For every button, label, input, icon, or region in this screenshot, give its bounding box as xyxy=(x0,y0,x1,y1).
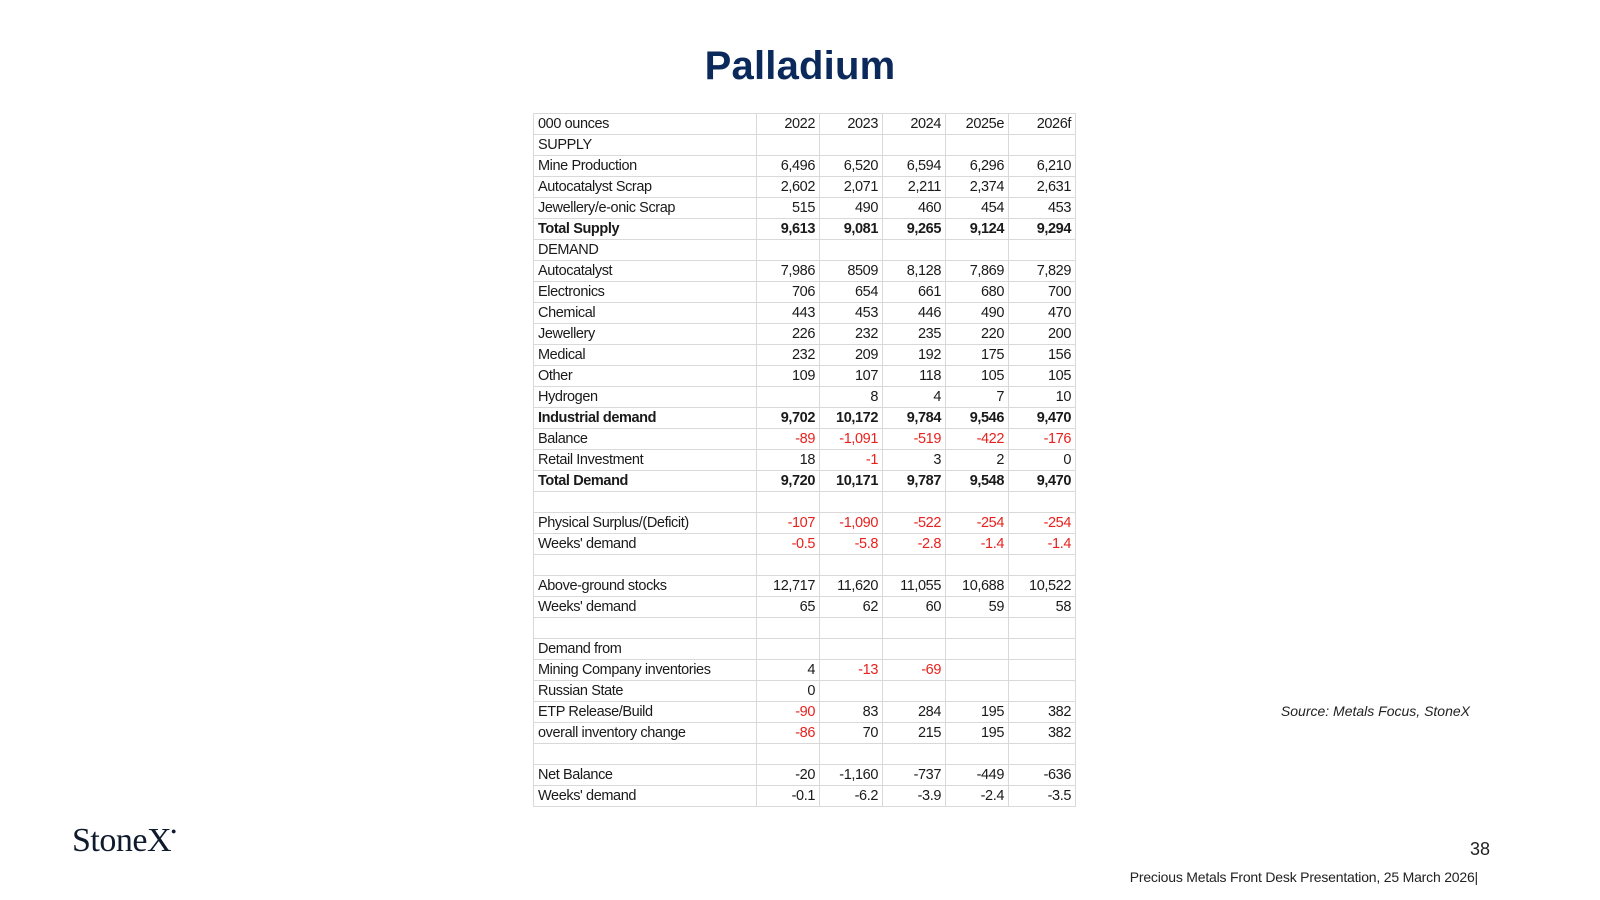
value-cell: -254 xyxy=(1009,513,1076,534)
row-label-cell: Autocatalyst xyxy=(534,261,757,282)
value-cell: 9,787 xyxy=(883,471,946,492)
value-cell xyxy=(946,240,1009,261)
table-row xyxy=(534,387,1076,408)
value-cell: -636 xyxy=(1009,765,1076,786)
row-label-cell: Jewellery xyxy=(534,324,757,345)
value-cell: 70 xyxy=(820,723,883,744)
value-cell: -69 xyxy=(883,660,946,681)
row-label-cell: Net Balance xyxy=(534,765,757,786)
value-cell: 232 xyxy=(757,345,820,366)
value-cell xyxy=(757,492,820,513)
table-row xyxy=(534,786,1076,807)
value-cell: 226 xyxy=(757,324,820,345)
table-row xyxy=(534,513,1076,534)
table-row xyxy=(534,198,1076,219)
table-row xyxy=(534,765,1076,786)
value-cell: 460 xyxy=(883,198,946,219)
value-cell xyxy=(820,618,883,639)
value-cell: 680 xyxy=(946,282,1009,303)
value-cell: 7 xyxy=(946,387,1009,408)
value-cell: 2 xyxy=(946,450,1009,471)
row-label-cell: Mine Production xyxy=(534,156,757,177)
table-row xyxy=(534,261,1076,282)
value-cell: 7,869 xyxy=(946,261,1009,282)
value-cell: 83 xyxy=(820,702,883,723)
value-cell: -89 xyxy=(757,429,820,450)
value-cell xyxy=(883,618,946,639)
value-cell: 209 xyxy=(820,345,883,366)
value-cell: 11,055 xyxy=(883,576,946,597)
logo-mark: ● xyxy=(171,826,176,836)
value-cell: 200 xyxy=(1009,324,1076,345)
value-cell: 109 xyxy=(757,366,820,387)
value-cell: 58 xyxy=(1009,597,1076,618)
value-cell xyxy=(946,660,1009,681)
value-cell: 9,470 xyxy=(1009,408,1076,429)
value-cell: 6,496 xyxy=(757,156,820,177)
value-cell: 4 xyxy=(883,387,946,408)
value-cell: 60 xyxy=(883,597,946,618)
value-cell: -1.4 xyxy=(946,534,1009,555)
value-cell: 443 xyxy=(757,303,820,324)
value-cell xyxy=(820,240,883,261)
value-cell xyxy=(757,135,820,156)
value-cell xyxy=(1009,618,1076,639)
value-cell: 6,296 xyxy=(946,156,1009,177)
value-cell: 700 xyxy=(1009,282,1076,303)
row-label-cell: Electronics xyxy=(534,282,757,303)
row-label-cell: Medical xyxy=(534,345,757,366)
table-row xyxy=(534,681,1076,702)
value-cell xyxy=(757,555,820,576)
table-row xyxy=(534,429,1076,450)
value-cell xyxy=(1009,492,1076,513)
value-cell xyxy=(883,555,946,576)
value-cell: 195 xyxy=(946,702,1009,723)
value-cell: 453 xyxy=(1009,198,1076,219)
value-cell: -2.4 xyxy=(946,786,1009,807)
table-row xyxy=(534,177,1076,198)
year-header-cell: 2025e xyxy=(946,114,1009,135)
table-row xyxy=(534,303,1076,324)
value-cell: 490 xyxy=(946,303,1009,324)
value-cell: -1.4 xyxy=(1009,534,1076,555)
value-cell: -254 xyxy=(946,513,1009,534)
row-label-cell: ETP Release/Build xyxy=(534,702,757,723)
value-cell: -5.8 xyxy=(820,534,883,555)
value-cell: -90 xyxy=(757,702,820,723)
table-row xyxy=(534,471,1076,492)
value-cell: -0.1 xyxy=(757,786,820,807)
row-label-cell xyxy=(534,492,757,513)
value-cell xyxy=(883,681,946,702)
value-cell xyxy=(820,681,883,702)
row-label-cell: Autocatalyst Scrap xyxy=(534,177,757,198)
year-header-cell: 2024 xyxy=(883,114,946,135)
value-cell: -522 xyxy=(883,513,946,534)
row-label-cell: Total Supply xyxy=(534,219,757,240)
value-cell: -1 xyxy=(820,450,883,471)
table-row xyxy=(534,534,1076,555)
value-cell xyxy=(946,744,1009,765)
value-cell: 59 xyxy=(946,597,1009,618)
value-cell xyxy=(820,555,883,576)
value-cell xyxy=(757,744,820,765)
value-cell: -20 xyxy=(757,765,820,786)
value-cell: 9,546 xyxy=(946,408,1009,429)
row-label-cell: DEMAND xyxy=(534,240,757,261)
value-cell: 7,986 xyxy=(757,261,820,282)
value-cell: 11,620 xyxy=(820,576,883,597)
value-cell: 156 xyxy=(1009,345,1076,366)
row-label-cell: Mining Company inventories xyxy=(534,660,757,681)
table-row xyxy=(534,597,1076,618)
value-cell: -176 xyxy=(1009,429,1076,450)
footer-text: Precious Metals Front Desk Presentation, 25 March 2026| xyxy=(1129,869,1478,885)
value-cell: 215 xyxy=(883,723,946,744)
row-label-cell: SUPPLY xyxy=(534,135,757,156)
value-cell: 453 xyxy=(820,303,883,324)
value-cell: 706 xyxy=(757,282,820,303)
value-cell xyxy=(883,744,946,765)
row-label-cell: Demand from xyxy=(534,639,757,660)
value-cell: 2,211 xyxy=(883,177,946,198)
table-row xyxy=(534,408,1076,429)
table-row xyxy=(534,366,1076,387)
value-cell: 10 xyxy=(1009,387,1076,408)
value-cell: 235 xyxy=(883,324,946,345)
table-row xyxy=(534,324,1076,345)
table-row xyxy=(534,639,1076,660)
page-number: 38 xyxy=(1469,839,1490,859)
row-label-cell xyxy=(534,618,757,639)
value-cell xyxy=(820,639,883,660)
table-row xyxy=(534,240,1076,261)
table-row xyxy=(534,660,1076,681)
table-row xyxy=(534,282,1076,303)
value-cell: 8,128 xyxy=(883,261,946,282)
stonex-logo xyxy=(72,822,176,860)
value-cell xyxy=(946,618,1009,639)
row-label-cell: Chemical xyxy=(534,303,757,324)
value-cell xyxy=(820,744,883,765)
table-row xyxy=(534,345,1076,366)
value-cell: 105 xyxy=(1009,366,1076,387)
value-cell: 8 xyxy=(820,387,883,408)
table-row xyxy=(534,135,1076,156)
row-label-cell xyxy=(534,555,757,576)
row-label-cell: Physical Surplus/(Deficit) xyxy=(534,513,757,534)
row-label-cell: Other xyxy=(534,366,757,387)
value-cell xyxy=(820,492,883,513)
value-cell xyxy=(820,135,883,156)
value-cell: 2,071 xyxy=(820,177,883,198)
value-cell: 105 xyxy=(946,366,1009,387)
value-cell: -449 xyxy=(946,765,1009,786)
value-cell xyxy=(946,681,1009,702)
row-label-cell: Hydrogen xyxy=(534,387,757,408)
value-cell: 2,631 xyxy=(1009,177,1076,198)
value-cell: 382 xyxy=(1009,702,1076,723)
value-cell: 9,613 xyxy=(757,219,820,240)
value-cell: 9,548 xyxy=(946,471,1009,492)
table-row xyxy=(534,723,1076,744)
value-cell xyxy=(946,639,1009,660)
value-cell: 9,294 xyxy=(1009,219,1076,240)
palladium-balance-table xyxy=(533,113,1076,807)
value-cell: 654 xyxy=(820,282,883,303)
value-cell: 118 xyxy=(883,366,946,387)
slide-title: Palladium xyxy=(704,44,896,88)
table-row xyxy=(534,576,1076,597)
value-cell: 175 xyxy=(946,345,1009,366)
value-cell: -86 xyxy=(757,723,820,744)
value-cell xyxy=(883,639,946,660)
value-cell: 470 xyxy=(1009,303,1076,324)
table-row xyxy=(534,450,1076,471)
value-cell: -737 xyxy=(883,765,946,786)
row-label-cell: Above-ground stocks xyxy=(534,576,757,597)
value-cell: 2,602 xyxy=(757,177,820,198)
value-cell: 382 xyxy=(1009,723,1076,744)
source-note: Source: Metals Focus, StoneX xyxy=(1280,703,1470,719)
value-cell xyxy=(757,639,820,660)
value-cell xyxy=(1009,681,1076,702)
value-cell: 9,265 xyxy=(883,219,946,240)
value-cell: 10,522 xyxy=(1009,576,1076,597)
value-cell: -1,090 xyxy=(820,513,883,534)
value-cell: -0.5 xyxy=(757,534,820,555)
value-cell: -519 xyxy=(883,429,946,450)
value-cell: 12,717 xyxy=(757,576,820,597)
value-cell: -3.9 xyxy=(883,786,946,807)
value-cell: 7,829 xyxy=(1009,261,1076,282)
table-row xyxy=(534,492,1076,513)
table-row xyxy=(534,219,1076,240)
value-cell: 9,702 xyxy=(757,408,820,429)
value-cell xyxy=(1009,639,1076,660)
value-cell: 18 xyxy=(757,450,820,471)
value-cell: -2.8 xyxy=(883,534,946,555)
value-cell: 284 xyxy=(883,702,946,723)
value-cell: 490 xyxy=(820,198,883,219)
value-cell: 6,210 xyxy=(1009,156,1076,177)
value-cell xyxy=(757,240,820,261)
value-cell: 195 xyxy=(946,723,1009,744)
value-cell: 10,172 xyxy=(820,408,883,429)
value-cell: 0 xyxy=(1009,450,1076,471)
value-cell: 10,171 xyxy=(820,471,883,492)
value-cell: 8509 xyxy=(820,261,883,282)
year-header-cell: 2022 xyxy=(757,114,820,135)
value-cell: 661 xyxy=(883,282,946,303)
value-cell xyxy=(883,135,946,156)
row-label-cell: Balance xyxy=(534,429,757,450)
value-cell: 9,081 xyxy=(820,219,883,240)
value-cell xyxy=(883,240,946,261)
row-label-cell: Russian State xyxy=(534,681,757,702)
value-cell xyxy=(946,492,1009,513)
value-cell: 10,688 xyxy=(946,576,1009,597)
year-header-cell: 2026f xyxy=(1009,114,1076,135)
value-cell: 107 xyxy=(820,366,883,387)
value-cell: -6.2 xyxy=(820,786,883,807)
row-label-cell: Weeks' demand xyxy=(534,786,757,807)
unit-header-cell: 000 ounces xyxy=(534,114,757,135)
value-cell: 9,470 xyxy=(1009,471,1076,492)
value-cell: 6,594 xyxy=(883,156,946,177)
value-cell: -1,160 xyxy=(820,765,883,786)
value-cell: 65 xyxy=(757,597,820,618)
value-cell: 192 xyxy=(883,345,946,366)
value-cell: 62 xyxy=(820,597,883,618)
row-label-cell: Total Demand xyxy=(534,471,757,492)
value-cell: 515 xyxy=(757,198,820,219)
row-label-cell: Weeks' demand xyxy=(534,597,757,618)
value-cell: 446 xyxy=(883,303,946,324)
table-header-row xyxy=(534,114,1076,135)
value-cell: 3 xyxy=(883,450,946,471)
value-cell: -1,091 xyxy=(820,429,883,450)
value-cell xyxy=(1009,660,1076,681)
value-cell xyxy=(1009,135,1076,156)
row-label-cell: Retail Investment xyxy=(534,450,757,471)
value-cell: 232 xyxy=(820,324,883,345)
value-cell xyxy=(1009,744,1076,765)
logo-text: StoneX xyxy=(72,822,171,859)
table-row xyxy=(534,618,1076,639)
value-cell xyxy=(946,135,1009,156)
row-label-cell xyxy=(534,744,757,765)
value-cell xyxy=(1009,240,1076,261)
table-row xyxy=(534,555,1076,576)
value-cell: -3.5 xyxy=(1009,786,1076,807)
value-cell xyxy=(757,387,820,408)
value-cell xyxy=(946,555,1009,576)
value-cell xyxy=(883,492,946,513)
row-label-cell: Jewellery/e-onic Scrap xyxy=(534,198,757,219)
value-cell: 9,124 xyxy=(946,219,1009,240)
value-cell: 4 xyxy=(757,660,820,681)
value-cell: -107 xyxy=(757,513,820,534)
table-row xyxy=(534,702,1076,723)
row-label-cell: Weeks' demand xyxy=(534,534,757,555)
row-label-cell: Industrial demand xyxy=(534,408,757,429)
value-cell: -13 xyxy=(820,660,883,681)
table-row xyxy=(534,744,1076,765)
value-cell: 9,784 xyxy=(883,408,946,429)
value-cell: 2,374 xyxy=(946,177,1009,198)
value-cell: 0 xyxy=(757,681,820,702)
year-header-cell: 2023 xyxy=(820,114,883,135)
value-cell xyxy=(1009,555,1076,576)
row-label-cell: overall inventory change xyxy=(534,723,757,744)
value-cell: 9,720 xyxy=(757,471,820,492)
value-cell: -422 xyxy=(946,429,1009,450)
value-cell xyxy=(757,618,820,639)
table-row xyxy=(534,156,1076,177)
value-cell: 6,520 xyxy=(820,156,883,177)
value-cell: 454 xyxy=(946,198,1009,219)
value-cell: 220 xyxy=(946,324,1009,345)
